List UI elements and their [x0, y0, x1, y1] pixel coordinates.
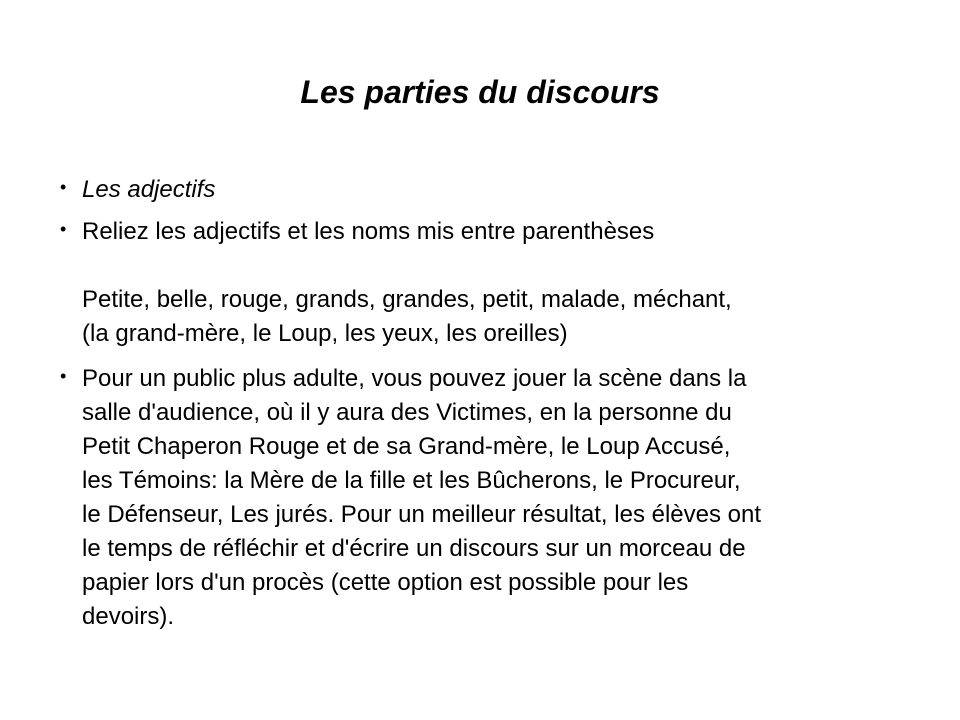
bullet-text [82, 362, 922, 634]
bullet-line: salle d'audience, où il y aura des Victimes, en la personne du [82, 399, 732, 426]
bullet-line: Petite, belle, rouge, grands, grandes, petit, malade, méchant, [82, 286, 732, 313]
bullet-line: papier lors d'un procès (cette option est possible pour les [82, 569, 689, 596]
bullet-line: (la grand-mère, le Loup, les yeux, les oreilles) [82, 320, 568, 347]
bullet-dot-icon: • [60, 219, 67, 239]
bullet-line: Reliez les adjectifs et les noms mis entre parenthèses [82, 218, 655, 245]
bullet-line: devoirs). [82, 603, 175, 630]
bullet-dot-icon: • [60, 366, 67, 386]
bullet-text [82, 215, 922, 351]
bullet-text [82, 173, 922, 207]
bullet-dot-icon: • [60, 177, 67, 197]
bullet-line: le temps de réfléchir et d'écrire un discours sur un morceau de [82, 535, 746, 562]
bullet-line: le Défenseur, Les jurés. Pour un meilleur résultat, les élèves ont [82, 501, 762, 528]
bullet-line: Pour un public plus adulte, vous pouvez jouer la scène dans la [82, 365, 747, 392]
bullet-line-blank [82, 249, 922, 283]
bullet-line: Petit Chaperon Rouge et de sa Grand-mère, le Loup Accusé, [82, 433, 731, 460]
slide-title: Les parties du discours [300, 74, 660, 110]
bullet-line: Les adjectifs [82, 176, 216, 203]
bullet-line: les Témoins: la Mère de la fille et les Bûcherons, le Procureur, [82, 467, 741, 494]
